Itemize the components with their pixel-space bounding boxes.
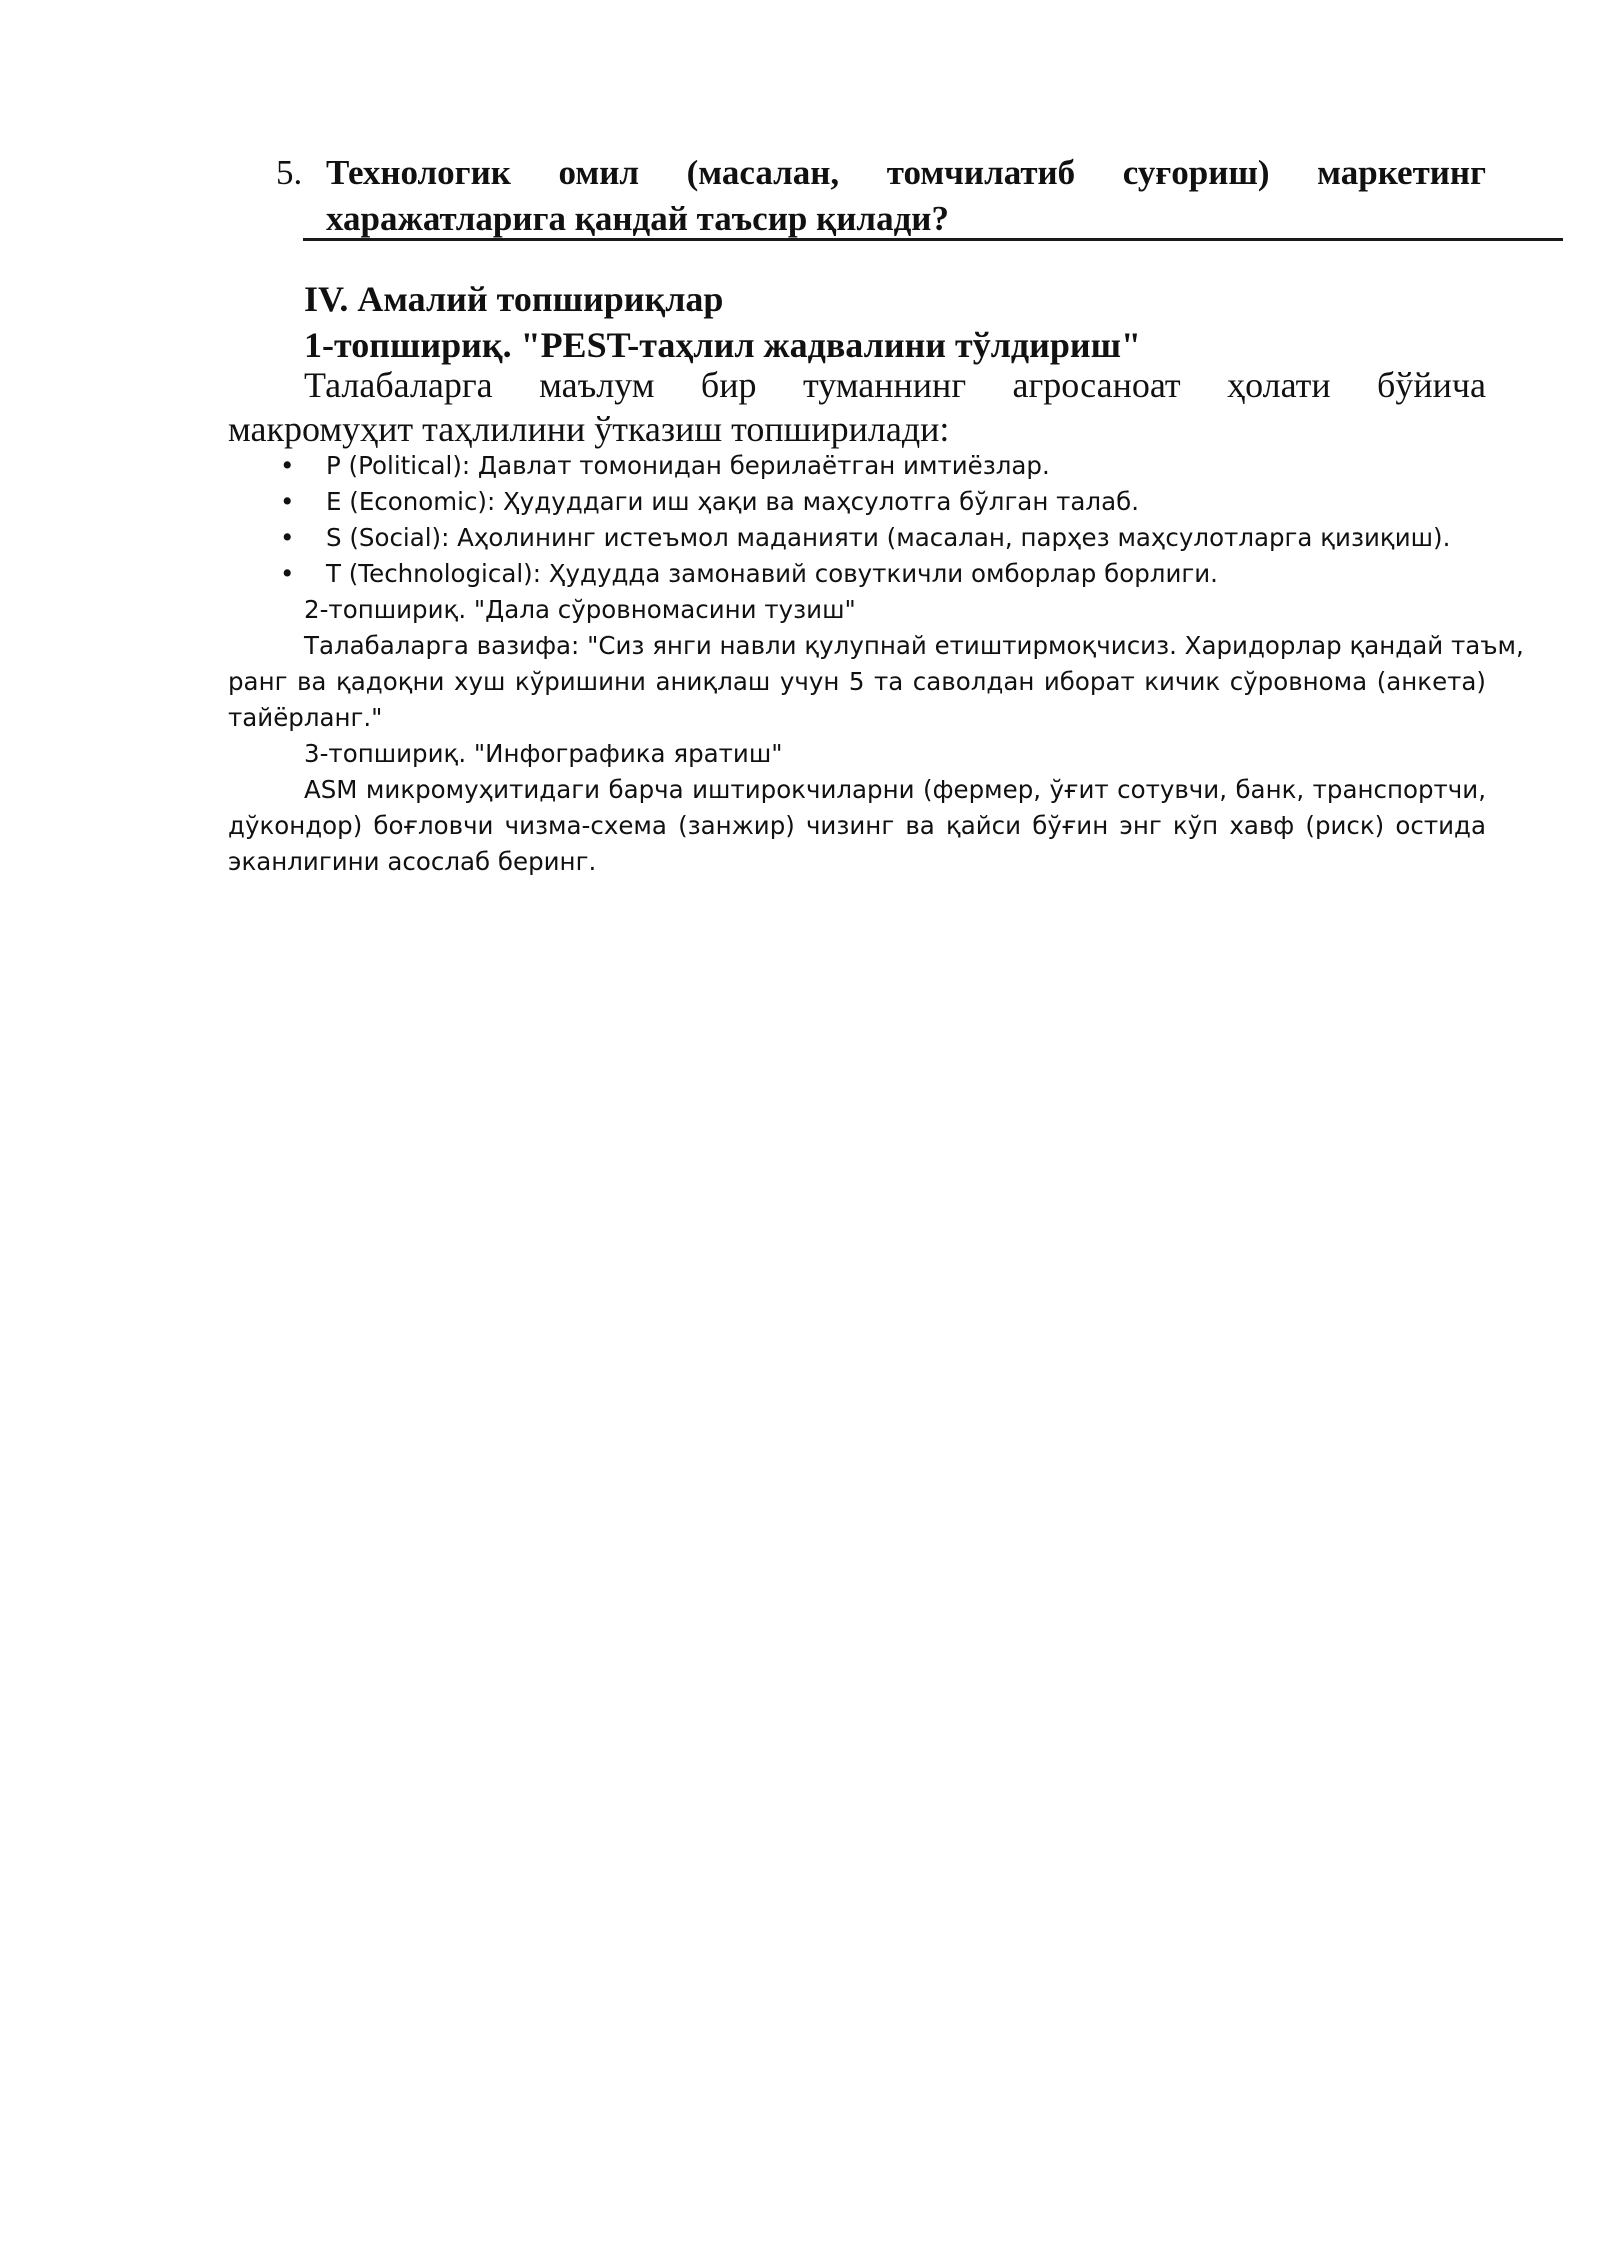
task-2-line-3: тайёрланг.": [228, 703, 383, 732]
pest-item-text: S (Social): Аҳолининг истеъмол маданияти (масалан, парҳез маҳсулотларга қизиқиш).: [326, 523, 1451, 552]
task-2-line-1: Талабаларга вазифа: "Сиз янги навли қулупнай етиштирмоқчисиз. Харидорлар қандай таъм,: [304, 631, 1524, 660]
section-title: IV. Амалий топшириқлар: [304, 279, 724, 319]
task-2-line-2: ранг ва қадоқни хуш кўришини аниқлаш учун 5 та саволдан иборат кичик сўровнома (анкета): [228, 667, 1486, 696]
question-text-line-1: Технологик омил (масалан, томчилатиб суғориш) маркетинг: [326, 153, 1486, 192]
pest-item-political: [228, 448, 1488, 484]
task-1-intro-line-1: Талабаларга маълум бир туманнинг агросаноат ҳолати бўйича: [304, 365, 1486, 405]
bullet-icon: •: [280, 487, 295, 516]
task-3-line-1: ASM микромуҳитидаги барча иштирокчиларни (фермер, ўғит сотувчи, банк, транспортчи,: [304, 775, 1486, 804]
bullet-icon: •: [280, 523, 295, 552]
task-3-line-3: эканлигини асослаб беринг.: [228, 847, 597, 876]
task-1-intro-line-2: макромуҳит таҳлилини ўтказиш топширилади:: [228, 409, 950, 449]
bullet-icon: •: [280, 451, 295, 480]
question-number: 5.: [276, 153, 303, 192]
pest-item-economic: [228, 484, 1488, 520]
pest-item-technological: [228, 556, 1488, 592]
pest-list: [228, 448, 1488, 592]
task-3-title: 3-топшириқ. "Инфографика яратиш": [304, 739, 783, 768]
task-1-title: 1-топшириқ. "PEST-таҳлил жадвалини тўлдириш": [304, 325, 1142, 365]
bullet-icon: •: [280, 559, 295, 588]
task-2-title: 2-топшириқ. "Дала сўровномасини тузиш": [304, 595, 856, 624]
pest-item-text: E (Economic): Ҳудуддаги иш ҳақи ва маҳсулотга бўлган талаб.: [326, 487, 1139, 516]
question-text-line-2: харажатларига қандай таъсир қилади?: [326, 199, 949, 238]
horizontal-rule: [303, 238, 1563, 241]
task-3-line-2: дўкондор) боғловчи чизма-схема (занжир) чизинг ва қайси бўғин энг кўп хавф (риск) остида: [228, 811, 1486, 840]
pest-item-social: [228, 520, 1488, 556]
pest-item-text: P (Political): Давлат томонидан берилаётган имтиёзлар.: [326, 451, 1050, 480]
pest-item-text: T (Technological): Ҳудудда замонавий совуткичли омборлар борлиги.: [326, 559, 1218, 588]
